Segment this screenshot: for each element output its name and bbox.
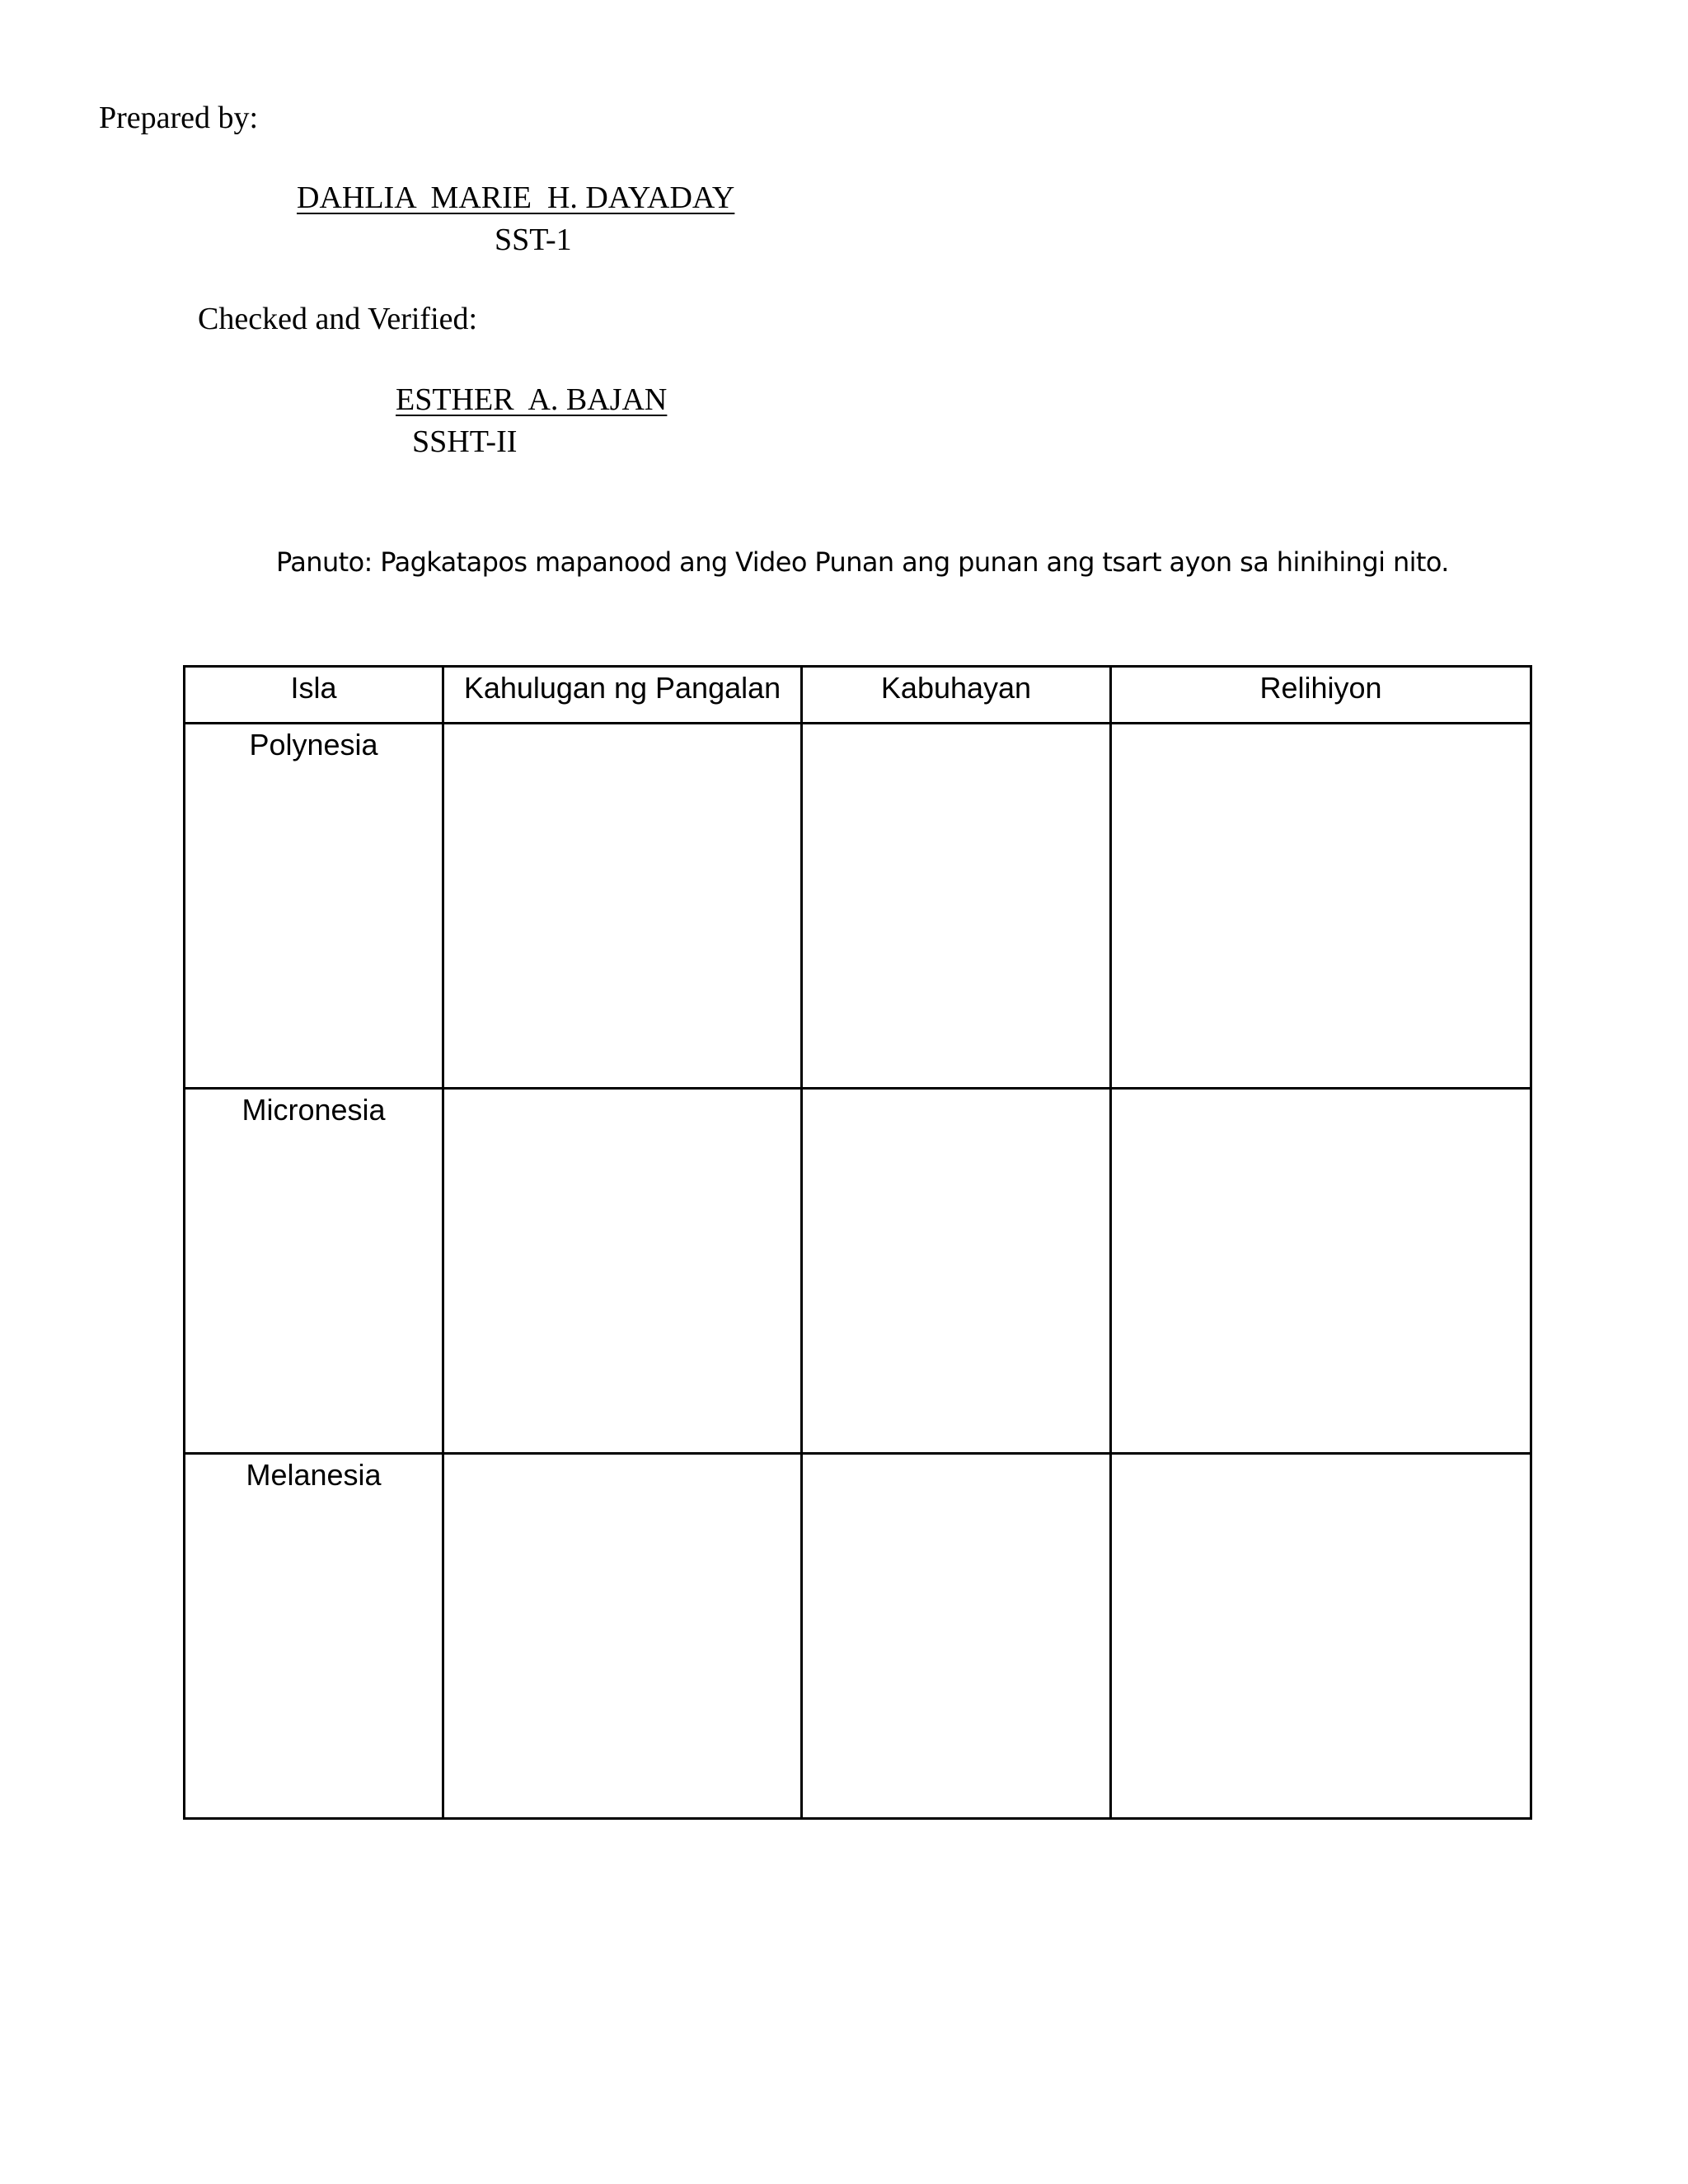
isla-cell: Melanesia <box>185 1454 443 1819</box>
preparer-position: SST-1 <box>495 223 572 257</box>
instructions-text: Panuto: Pagkatapos mapanood ang Video Punan ang punan ang tsart ayon sa hinihingi nito. <box>276 546 1449 578</box>
worksheet-table <box>183 665 1532 1820</box>
table-row <box>185 1089 1531 1454</box>
answer-cell[interactable] <box>802 1454 1111 1819</box>
checker-position: SSHT-II <box>412 424 518 459</box>
table-header-row <box>185 667 1531 724</box>
preparer-name: DAHLIA MARIE H. DAYADAY <box>297 180 735 215</box>
header-kahulugan: Kahulugan ng Pangalan <box>443 667 802 724</box>
prepared-by-label: Prepared by: <box>99 101 259 135</box>
header-kabuhayan: Kabuhayan <box>802 667 1111 724</box>
isla-cell: Micronesia <box>185 1089 443 1454</box>
answer-cell[interactable] <box>443 1089 802 1454</box>
checker-name: ESTHER A. BAJAN <box>396 382 668 417</box>
table-row <box>185 1454 1531 1819</box>
answer-cell[interactable] <box>802 1089 1111 1454</box>
header-isla: Isla <box>185 667 443 724</box>
table-row <box>185 724 1531 1089</box>
answer-cell[interactable] <box>1111 1454 1531 1819</box>
answer-cell[interactable] <box>1111 724 1531 1089</box>
answer-cell[interactable] <box>1111 1089 1531 1454</box>
answer-cell[interactable] <box>443 1454 802 1819</box>
header-relihiyon: Relihiyon <box>1111 667 1531 724</box>
answer-cell[interactable] <box>443 724 802 1089</box>
isla-cell: Polynesia <box>185 724 443 1089</box>
checked-verified-label: Checked and Verified: <box>198 302 478 336</box>
answer-cell[interactable] <box>802 724 1111 1089</box>
